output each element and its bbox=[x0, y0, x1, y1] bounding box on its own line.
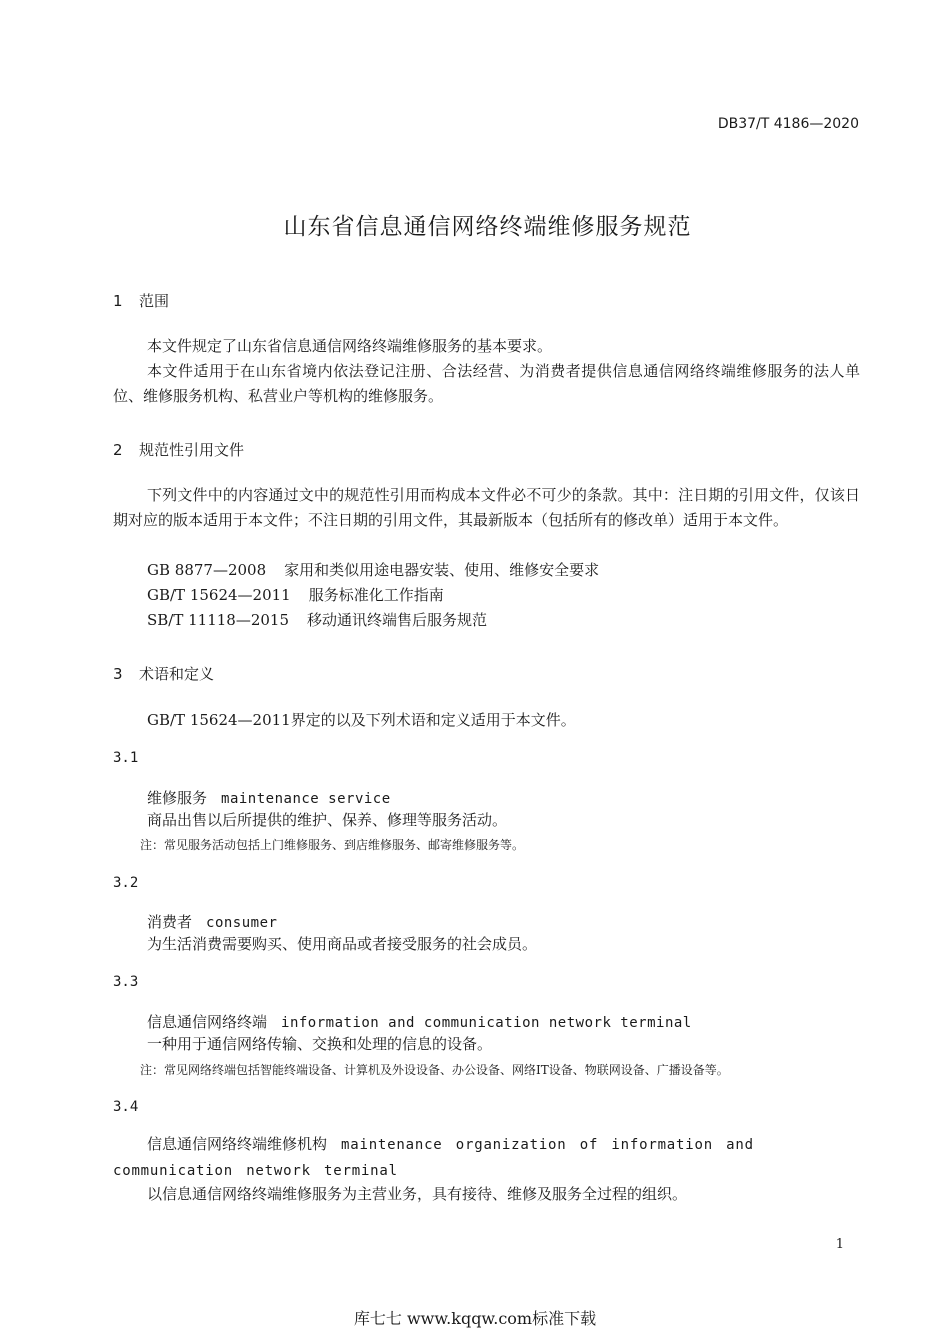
section-number: 2 bbox=[113, 441, 123, 459]
reference-title: 移动通讯终端售后服务规范 bbox=[307, 611, 488, 629]
term-heading bbox=[113, 1132, 860, 1184]
term-definition: 以信息通信网络终端维修服务为主营业务，具有接待、维修及服务全过程的组织。 bbox=[147, 1185, 688, 1203]
term-english: information and communication network terminal bbox=[281, 1015, 692, 1031]
reference-title: 服务标准化工作指南 bbox=[308, 586, 444, 604]
normative-reference bbox=[147, 583, 444, 608]
section-title: 规范性引用文件 bbox=[139, 441, 245, 459]
document-title: 山东省信息通信网络终端维修服务规范 bbox=[283, 214, 692, 240]
term-definition: 商品出售以后所提供的维护、保养、修理等服务活动。 bbox=[147, 811, 508, 829]
term-heading bbox=[147, 787, 391, 808]
term-definition: 一种用于通信网络传输、交换和处理的信息的设备。 bbox=[147, 1035, 493, 1053]
term-chinese: 维修服务 bbox=[147, 789, 208, 807]
section-1-heading bbox=[113, 290, 169, 311]
term-chinese: 信息通信网络终端维修机构 bbox=[147, 1135, 328, 1153]
term-note: 注：常见服务活动包括上门维修服务、到店维修服务、邮寄维修服务等。 bbox=[140, 838, 525, 852]
term-heading bbox=[147, 1011, 692, 1032]
page-number: 1 bbox=[835, 1237, 844, 1252]
reference-code: GB/T 15624—2011 bbox=[147, 586, 291, 604]
reference-title: 家用和类似用途电器安装、使用、维修安全要求 bbox=[284, 561, 600, 579]
term-number: 3.3 bbox=[113, 974, 139, 990]
term-note: 注：常见网络终端包括智能终端设备、计算机及外设设备、办公设备、网络IT设备、物联网设备、广播设备等。 bbox=[140, 1063, 729, 1077]
term-heading bbox=[147, 911, 277, 932]
reference-code: GB 8877—2008 bbox=[147, 561, 267, 579]
normative-reference bbox=[147, 608, 487, 633]
section-1-paragraph-1: 本文件规定了山东省信息通信网络终端维修服务的基本要求。 bbox=[147, 337, 553, 355]
term-chinese: 消费者 bbox=[147, 913, 193, 931]
section-2-paragraph-1: 下列文件中的内容通过文中的规范性引用而构成本文件必不可少的条款。其中：注日期的引用文件，仅该日期对应的版本适用于本文件；不注日期的引用文件，其最新版本（包括所有的修改单）适用于本文件。 bbox=[113, 486, 860, 529]
term-number: 3.1 bbox=[113, 750, 139, 766]
section-number: 1 bbox=[113, 292, 123, 310]
term-number: 3.2 bbox=[113, 875, 139, 891]
term-english: consumer bbox=[206, 915, 278, 931]
section-title: 术语和定义 bbox=[139, 665, 215, 683]
document-code: DB37/T 4186—2020 bbox=[717, 116, 859, 132]
term-english: maintenance organization of information and communication network terminal bbox=[113, 1137, 754, 1179]
normative-reference bbox=[147, 558, 599, 583]
term-number: 3.4 bbox=[113, 1099, 139, 1115]
section-3-paragraph-1: GB/T 15624—2011界定的以及下列术语和定义适用于本文件。 bbox=[147, 711, 576, 729]
reference-code: SB/T 11118—2015 bbox=[147, 611, 290, 629]
section-1-paragraph-2: 本文件适用于在山东省境内依法登记注册、合法经营、为消费者提供信息通信网络终端维修服务的法人单位、维修服务机构、私营业户等机构的维修服务。 bbox=[113, 362, 860, 405]
section-2-heading bbox=[113, 439, 244, 460]
term-definition: 为生活消费需要购买、使用商品或者接受服务的社会成员。 bbox=[147, 935, 538, 953]
section-title: 范围 bbox=[139, 292, 170, 310]
term-english: maintenance service bbox=[221, 791, 391, 807]
section-3-heading bbox=[113, 663, 214, 684]
term-chinese: 信息通信网络终端 bbox=[147, 1013, 268, 1031]
footer-watermark: 库七七 www.kqqw.com标准下载 bbox=[353, 1309, 597, 1328]
section-number: 3 bbox=[113, 665, 123, 683]
